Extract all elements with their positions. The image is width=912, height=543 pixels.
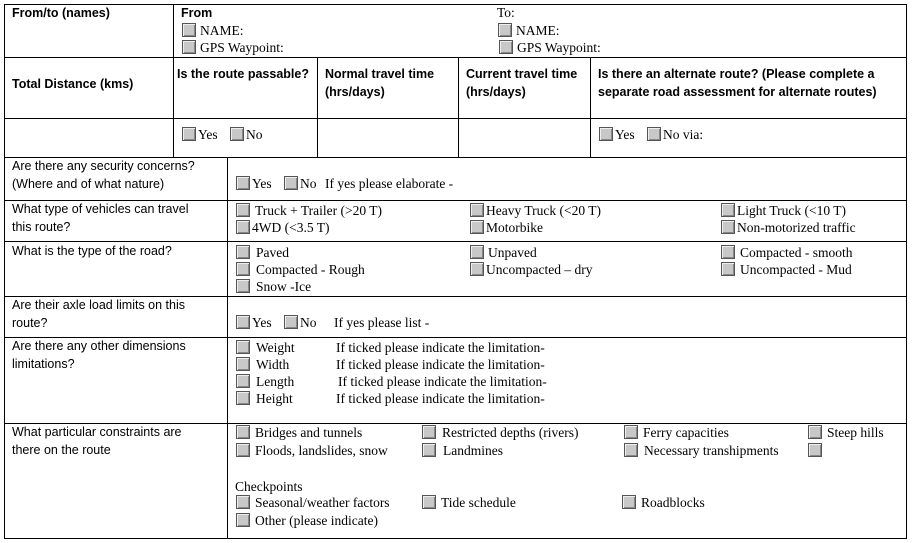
road-uncompacted-dry-checkbox[interactable] — [470, 262, 484, 276]
passable-no-checkbox[interactable] — [230, 127, 244, 141]
road-compacted-smooth-checkbox[interactable] — [721, 245, 735, 259]
vehicle-non-motorized-checkbox[interactable] — [721, 220, 735, 234]
dimension-weight-label: Weight — [256, 340, 295, 355]
vehicle-heavy-truck-checkbox[interactable] — [470, 203, 484, 217]
table-border-top — [4, 4, 907, 5]
road-compacted-rough-label: Compacted - Rough — [256, 262, 365, 277]
constraint-roadblocks-checkbox[interactable] — [622, 495, 636, 509]
dimension-length-note: If ticked please indicate the limitation- — [338, 374, 547, 389]
constraint-floods-checkbox[interactable] — [236, 443, 250, 457]
vehicle-4wd-label: 4WD (<3.5 T) — [252, 220, 330, 235]
total-distance-label: Total Distance (kms) — [12, 77, 134, 91]
vehicle-non-motorized-label: Non-motorized traffic — [737, 220, 856, 235]
dimensions-question: Are there any other dimensions — [12, 339, 186, 353]
col-divider-top-1 — [173, 4, 174, 158]
vehicle-heavy-truck-label: Heavy Truck (<20 T) — [486, 203, 601, 218]
vehicle-truck-trailer-label: Truck + Trailer (>20 T) — [255, 203, 382, 218]
dimension-height-note: If ticked please indicate the limitation- — [336, 391, 545, 406]
security-elaborate-label: If yes please elaborate - — [325, 176, 454, 191]
road-uncompacted-mud-checkbox[interactable] — [721, 262, 735, 276]
from-gps-label: GPS Waypoint: — [200, 40, 284, 55]
alternate-yes-label: Yes — [615, 127, 635, 142]
dimension-length-checkbox[interactable] — [236, 374, 250, 388]
security-no-checkbox[interactable] — [284, 176, 298, 190]
axle-yes-label: Yes — [252, 315, 272, 330]
constraint-other-label: Other (please indicate) — [255, 513, 378, 528]
constraint-other-checkbox[interactable] — [236, 513, 250, 527]
constraint-seasonal-checkbox[interactable] — [236, 495, 250, 509]
alternate-yes-checkbox[interactable] — [599, 127, 613, 141]
col-divider-bottom — [227, 157, 228, 539]
constraint-tide-label: Tide schedule — [441, 495, 516, 510]
constraints-question: What particular constraints are — [12, 425, 182, 439]
normal-time-unit: (hrs/days) — [325, 85, 385, 99]
road-unpaved-label: Unpaved — [488, 245, 537, 260]
alternate-no-checkbox[interactable] — [647, 127, 661, 141]
road-type-question: What is the type of the road? — [12, 244, 172, 258]
constraint-bridges-label: Bridges and tunnels — [255, 425, 363, 440]
road-paved-label: Paved — [256, 245, 289, 260]
road-paved-checkbox[interactable] — [236, 245, 250, 259]
vehicle-motorbike-checkbox[interactable] — [470, 220, 484, 234]
from-label: From — [181, 6, 213, 20]
to-gps-label: GPS Waypoint: — [517, 40, 601, 55]
axle-yes-checkbox[interactable] — [236, 315, 250, 329]
checkpoints-label: Checkpoints — [235, 479, 303, 494]
dimension-weight-checkbox[interactable] — [236, 340, 250, 354]
vehicle-truck-trailer-checkbox[interactable] — [236, 203, 250, 217]
row-divider-1 — [4, 57, 907, 58]
vehicles-question: What type of vehicles can travel — [12, 202, 189, 216]
to-label: To: — [497, 5, 515, 20]
alternate-route-label: Is there an alternate route? (Please complete a — [598, 67, 875, 81]
road-compacted-smooth-label: Compacted - smooth — [740, 245, 853, 260]
constraint-ferry-checkbox[interactable] — [624, 425, 638, 439]
security-question: Are there any security concerns? — [12, 159, 195, 173]
constraint-landmines-checkbox[interactable] — [422, 443, 436, 457]
security-no-label: No — [300, 176, 317, 191]
road-uncompacted-mud-label: Uncompacted - Mud — [740, 262, 852, 277]
from-name-checkbox[interactable] — [182, 23, 196, 37]
vehicles-question-cont: this route? — [12, 220, 71, 234]
row-divider-2 — [4, 118, 907, 119]
constraint-bridges-checkbox[interactable] — [236, 425, 250, 439]
table-border-bottom — [4, 538, 907, 539]
axle-no-label: No — [300, 315, 317, 330]
dimensions-question-cont: limitations? — [12, 357, 75, 371]
constraint-steep-hills-label: Steep hills — [827, 425, 884, 440]
constraint-seasonal-label: Seasonal/weather factors — [255, 495, 390, 510]
constraint-depths-label: Restricted depths (rivers) — [442, 425, 579, 440]
constraint-transhipments-label: Necessary transhipments — [644, 443, 779, 458]
security-question-detail: (Where and of what nature) — [12, 177, 165, 191]
constraint-blank-checkbox[interactable] — [808, 443, 822, 457]
dimension-height-checkbox[interactable] — [236, 391, 250, 405]
vehicle-motorbike-label: Motorbike — [486, 220, 543, 235]
col-divider-top-3 — [458, 57, 459, 158]
road-snow-ice-checkbox[interactable] — [236, 279, 250, 293]
passable-no-label: No — [246, 127, 263, 142]
table-border-right — [906, 4, 907, 539]
dimension-length-label: Length — [256, 374, 295, 389]
dimension-width-label: Width — [256, 357, 290, 372]
constraint-depths-checkbox[interactable] — [422, 425, 436, 439]
constraint-steep-hills-checkbox[interactable] — [808, 425, 822, 439]
current-time-label: Current travel time — [466, 67, 578, 81]
alternate-no-label: No via: — [663, 127, 704, 142]
security-yes-checkbox[interactable] — [236, 176, 250, 190]
vehicle-light-truck-checkbox[interactable] — [721, 203, 735, 217]
constraint-transhipments-checkbox[interactable] — [624, 443, 638, 457]
current-time-unit: (hrs/days) — [466, 85, 526, 99]
road-unpaved-checkbox[interactable] — [470, 245, 484, 259]
alternate-route-note: separate road assessment for alternate routes) — [598, 85, 877, 99]
normal-time-label: Normal travel time — [325, 67, 435, 81]
to-name-checkbox[interactable] — [498, 23, 512, 37]
constraint-roadblocks-label: Roadblocks — [641, 495, 705, 510]
vehicle-light-truck-label: Light Truck (<10 T) — [737, 203, 846, 218]
axle-list-label: If yes please list - — [334, 315, 430, 330]
axle-question: Are their axle load limits on this — [12, 298, 185, 312]
table-border-left — [4, 4, 5, 539]
road-snow-ice-label: Snow -Ice — [256, 279, 312, 294]
constraints-question-cont: there on the route — [12, 443, 111, 457]
road-uncompacted-dry-label: Uncompacted – dry — [486, 262, 593, 277]
constraint-floods-label: Floods, landslides, snow — [255, 443, 388, 458]
constraint-landmines-label: Landmines — [443, 443, 503, 458]
constraint-ferry-label: Ferry capacities — [643, 425, 729, 440]
axle-question-cont: route? — [12, 316, 48, 330]
col-divider-top-2 — [317, 57, 318, 158]
dimension-weight-note: If ticked please indicate the limitation- — [336, 340, 545, 355]
to-gps-checkbox[interactable] — [499, 40, 513, 54]
to-name-label: NAME: — [516, 23, 560, 38]
passable-label: Is the route passable? — [177, 67, 309, 81]
col-divider-top-4 — [590, 57, 591, 158]
dimension-width-checkbox[interactable] — [236, 357, 250, 371]
passable-yes-label: Yes — [198, 127, 218, 142]
constraint-tide-checkbox[interactable] — [422, 495, 436, 509]
vehicle-4wd-checkbox[interactable] — [236, 220, 250, 234]
axle-no-checkbox[interactable] — [284, 315, 298, 329]
dimension-height-label: Height — [256, 391, 293, 406]
dimension-width-note: If ticked please indicate the limitation- — [336, 357, 545, 372]
road-compacted-rough-checkbox[interactable] — [236, 262, 250, 276]
from-gps-checkbox[interactable] — [182, 40, 196, 54]
security-yes-label: Yes — [252, 176, 272, 191]
from-to-label: From/to (names) — [12, 6, 110, 20]
passable-yes-checkbox[interactable] — [182, 127, 196, 141]
from-name-label: NAME: — [200, 23, 244, 38]
